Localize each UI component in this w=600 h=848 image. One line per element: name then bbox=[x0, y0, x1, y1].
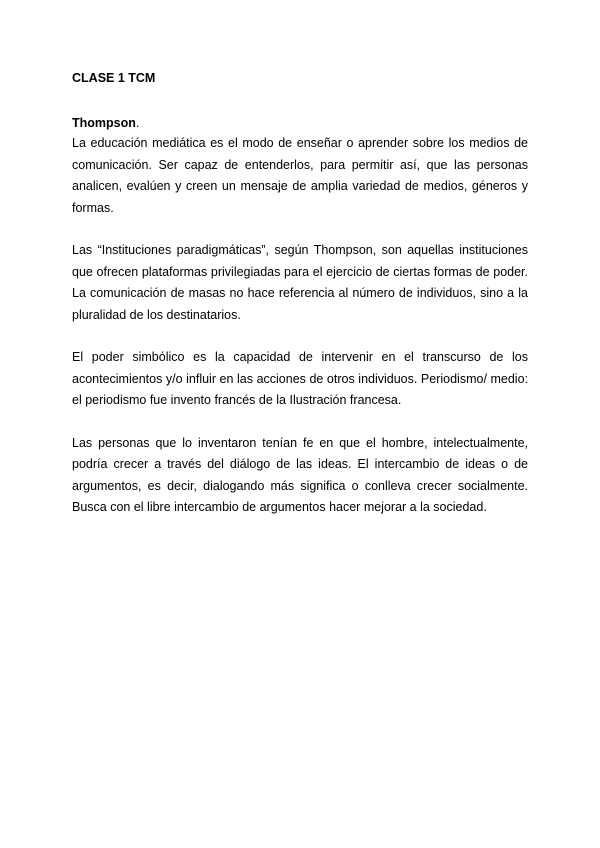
section-heading bbox=[72, 113, 528, 133]
paragraph-2: Las “Instituciones paradigmáticas”, según Thompson, son aquellas instituciones que ofrecen plataformas privilegiadas para el ejercicio de ciertas formas de poder. La comunicación de masas no hace referencia al número de individuos, sino a la pluralidad de los destinatarios. bbox=[72, 243, 528, 322]
section-heading-name: Thompson bbox=[72, 116, 136, 130]
document-title: CLASE 1 TCM bbox=[72, 71, 156, 85]
paragraph-4: Las personas que lo inventaron tenían fe en que el hombre, intelectualmente, podría crecer a través del diálogo de las ideas. El intercambio de ideas o de argumentos, es decir, dialogando más significa o conlleva crecer socialmente. Busca con el libre intercambio de argumentos hacer mejorar a la sociedad. bbox=[72, 435, 528, 514]
section-heading-period: . bbox=[135, 116, 140, 130]
paragraph-1: La educación mediática es el modo de enseñar o aprender sobre los medios de comunicación. Ser capaz de entenderlos, para permitir así, que las personas analicen, evalúen y creen un mensaje de amplia variedad de medios, géneros y formas. bbox=[72, 136, 528, 215]
paragraph-3: El poder simbólico es la capacidad de intervenir en el transcurso de los acontecimientos y/o influir en las acciones de otros individuos. Periodismo/ medio: el periodismo fue invento francés de la Ilustración francesa. bbox=[72, 350, 528, 407]
